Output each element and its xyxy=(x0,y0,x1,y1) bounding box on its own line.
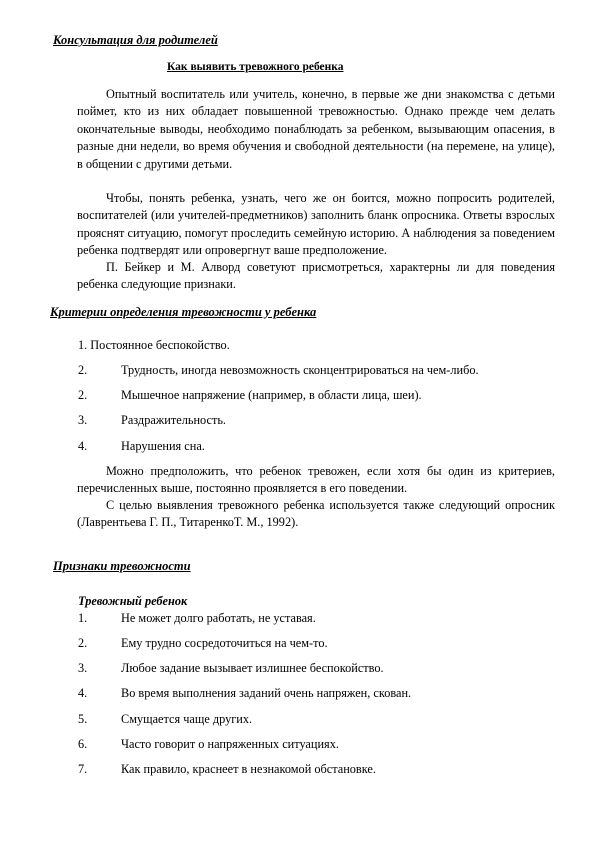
criteria-item-number: 3. xyxy=(78,413,88,427)
signs-item-text: Ему трудно сосредоточиться на чем-то. xyxy=(121,636,328,650)
signs-item-number: 1. xyxy=(78,611,88,625)
intro-paragraph-3: П. Бейкер и М. Алворд советуют присмотреться, характерны ли для поведения ребенка следующие признаки. xyxy=(77,260,555,292)
signs-item-text: Не может долго работать, не уставая. xyxy=(121,611,316,625)
signs-item-number: 2. xyxy=(78,636,88,650)
signs-subheading: Тревожный ребенок xyxy=(78,594,188,608)
criteria-item-number: 2. xyxy=(78,388,88,402)
signs-heading: Признаки тревожности xyxy=(53,559,191,573)
criteria-item-text: Нарушения сна. xyxy=(121,439,205,453)
criteria-item-text: Мышечное напряжение (например, в области лица, шеи). xyxy=(121,388,422,402)
criteria-item-number: 2. xyxy=(78,363,88,377)
intro-paragraph-2: Чтобы, понять ребенка, узнать, чего же он боится, можно попросить родителей, воспитателей (или учителей-предметников) заполнить бланк опросника. Ответы взрослых прояснят ситуацию, помогут проследить семейную историю. А наблюдения за поведением ребенка подтвердят или опровергнут ваше предположение. xyxy=(77,191,555,258)
signs-item-number: 4. xyxy=(78,686,88,700)
signs-item-text: Смущается чаще других. xyxy=(121,712,253,726)
document-title: Как выявить тревожного ребенка xyxy=(167,61,344,73)
signs-item-text: Во время выполнения заданий очень напряжен, скован. xyxy=(121,686,412,700)
criteria-heading: Критерии определения тревожности у ребенка xyxy=(50,305,317,319)
signs-item-number: 6. xyxy=(78,737,88,751)
signs-item-text: Любое задание вызывает излишнее беспокойство. xyxy=(121,661,384,675)
signs-item-text: Как правило, краснеет в незнакомой обстановке. xyxy=(121,762,376,776)
criteria-item-text: Раздражительность. xyxy=(121,413,226,427)
criteria-item-1: 1. Постоянное беспокойство. xyxy=(78,338,230,352)
intro-paragraph-1: Опытный воспитатель или учитель, конечно, в первые же дни знакомства с детьми поймет, кто из них обладает повышенной тревожностью. Однако прежде чем делать окончательные выводы, необходимо понаблюдать за ребенком, вызывающим опасения, в разные дни недели, во время обучения и свободной деятельности (на перемене, на улице), в общении с другими детьми. xyxy=(77,87,555,171)
signs-item-text: Часто говорит о напряженных ситуациях. xyxy=(121,737,339,751)
signs-item-number: 7. xyxy=(78,762,88,776)
signs-item-number: 3. xyxy=(78,661,88,675)
page-heading: Консультация для родителей xyxy=(53,33,218,47)
criteria-item-text: Трудность, иногда невозможность сконцентрироваться на чем-либо. xyxy=(121,363,479,377)
middle-paragraph-1: Можно предположить, что ребенок тревожен, если хотя бы один из критериев, перечисленных выше, постоянно проявляется в его поведении. xyxy=(77,464,555,496)
middle-paragraph-2: С целью выявления тревожного ребенка используется также следующий опросник (Лаврентьева Г. П., ТитаренкоТ. М., 1992). xyxy=(77,498,555,530)
signs-item-number: 5. xyxy=(78,712,88,726)
criteria-item-number: 4. xyxy=(78,439,88,453)
